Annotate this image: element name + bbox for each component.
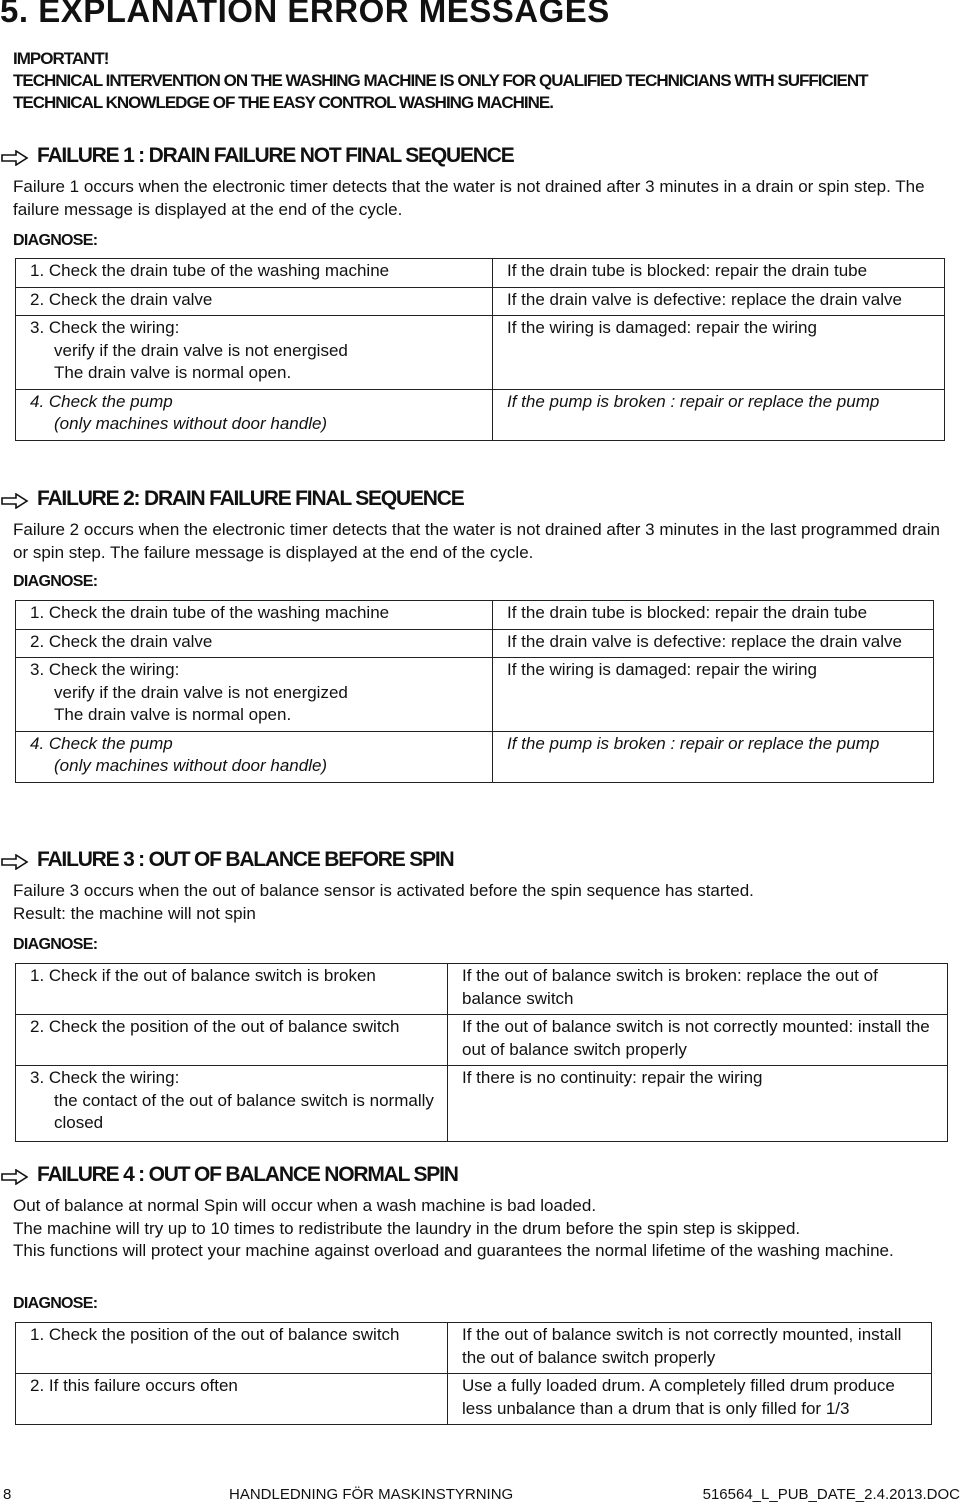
check-text: 2. If this failure occurs often xyxy=(30,1376,238,1395)
check-cell xyxy=(16,731,493,782)
check-cell xyxy=(16,259,493,288)
important-text-line-1: TECHNICAL INTERVENTION ON THE WASHING MACHINE IS ONLY FOR QUALIFIED TECHNICIANS WITH SUFFICIENT xyxy=(13,71,868,90)
failure-2-description xyxy=(0,519,960,564)
failure-2-diagnose-label: DIAGNOSE: xyxy=(13,573,98,590)
check-text: 3. Check the wiring: xyxy=(30,660,180,679)
action-text: If the drain tube is blocked: repair the drain tube xyxy=(507,603,868,622)
check-text: 1. Check if the out of balance switch is broken xyxy=(30,966,376,985)
failure-1-title: FAILURE 1 : DRAIN FAILURE NOT FINAL SEQUENCE xyxy=(37,144,514,167)
failure-4-description-text: This functions will protect your machine against overload and guarantees the normal lifetime of the washing machine. xyxy=(13,1241,894,1260)
check-text: 1. Check the drain tube of the washing machine xyxy=(30,261,390,280)
action-cell xyxy=(448,1374,932,1425)
action-text: If the pump is broken : repair or replace the pump xyxy=(507,391,880,411)
manual-title: HANDLEDNING FÖR MASKINSTYRNING xyxy=(229,1486,514,1503)
failure-4-description-text: The machine will try up to 10 times to redistribute the laundry in the drum before the spin step is skipped. xyxy=(13,1218,801,1238)
table-row xyxy=(16,316,945,390)
failure-2-description-text: Failure 2 occurs when the electronic timer detects that the water is not drained after 3 minutes in the last programmed drain or spin step. The failure message is displayed at the end of the cycle. xyxy=(13,520,940,562)
table-row xyxy=(16,1374,932,1425)
check-cell xyxy=(16,389,493,440)
table-row xyxy=(16,629,934,658)
action-text: If the out of balance switch is not correctly mounted, install the out of balance switch properly xyxy=(462,1325,902,1367)
action-text: If the out of balance switch is not correctly mounted: install the out of balance switch properly xyxy=(462,1017,930,1059)
check-text: 1. Check the position of the out of balance switch xyxy=(30,1325,400,1344)
action-text: If the drain valve is defective: replace the drain valve xyxy=(507,289,902,309)
action-text: If the drain valve is defective: replace the drain valve xyxy=(507,631,902,651)
table-row xyxy=(16,259,945,288)
check-cell xyxy=(16,1374,448,1425)
action-text: If the wiring is damaged: repair the wiring xyxy=(507,660,817,679)
failure-4-diagnose-label: DIAGNOSE: xyxy=(13,1295,98,1312)
table-row xyxy=(16,389,945,440)
check-cell xyxy=(16,601,493,630)
action-cell xyxy=(493,287,945,316)
check-text: 4. Check the pump xyxy=(30,391,173,411)
check-text: 4. Check the pump xyxy=(30,733,173,753)
failure-3-title: FAILURE 3 : OUT OF BALANCE BEFORE SPIN xyxy=(37,848,454,871)
action-cell xyxy=(493,629,934,658)
action-text: If the out of balance switch is broken: replace the out of balance switch xyxy=(462,966,878,1008)
check-cell xyxy=(16,629,493,658)
check-text: 2. Check the position of the out of balance switch xyxy=(30,1017,400,1036)
failure-3-diagnose-label: DIAGNOSE: xyxy=(13,936,98,953)
failure-4-diagnose-table xyxy=(15,1322,932,1425)
check-subtext: the contact of the out of balance switch is normally closed xyxy=(54,1090,434,1132)
failure-4-description-text: Out of balance at normal Spin will occur when a wash machine is bad loaded. xyxy=(13,1196,597,1215)
table-row xyxy=(16,1066,948,1142)
important-text-line-2: TECHNICAL KNOWLEDGE OF THE EASY CONTROL WASHING MACHINE. xyxy=(13,93,553,112)
action-text: If the wiring is damaged: repair the wiring xyxy=(507,318,817,337)
action-cell xyxy=(493,259,945,288)
action-cell xyxy=(493,316,945,390)
table-row xyxy=(16,964,948,1015)
check-text: 1. Check the drain tube of the washing machine xyxy=(30,603,390,622)
failure-3-diagnose-table xyxy=(15,963,948,1142)
action-cell xyxy=(448,1015,948,1066)
important-heading: IMPORTANT! xyxy=(13,49,109,68)
action-text: If the pump is broken : repair or replace the pump xyxy=(507,733,880,753)
action-text: Use a fully loaded drum. A completely filled drum produce less unbalance than a drum that is only filled for 1/3 xyxy=(462,1376,895,1418)
table-row xyxy=(16,601,934,630)
action-cell xyxy=(493,658,934,732)
check-subtext: The drain valve is normal open. xyxy=(54,363,292,382)
check-text: 3. Check the wiring: xyxy=(30,1068,180,1087)
action-text: If the drain tube is blocked: repair the drain tube xyxy=(507,261,868,280)
document-id: 516564_L_PUB_DATE_2.4.2013.DOC xyxy=(702,1486,960,1503)
action-cell xyxy=(448,1323,932,1374)
check-cell xyxy=(16,1015,448,1066)
arrow-right-icon xyxy=(0,854,30,870)
failure-4-title: FAILURE 4 : OUT OF BALANCE NORMAL SPIN xyxy=(37,1163,458,1186)
failure-3-description-text: Result: the machine will not spin xyxy=(13,903,256,923)
action-cell xyxy=(493,601,934,630)
check-cell xyxy=(16,287,493,316)
table-row xyxy=(16,1015,948,1066)
failure-2-diagnose-table xyxy=(15,600,934,783)
check-cell xyxy=(16,964,448,1015)
arrow-right-icon xyxy=(0,150,30,166)
check-cell xyxy=(16,658,493,732)
failure-1-diagnose-label: DIAGNOSE: xyxy=(13,232,98,249)
failure-4-description xyxy=(0,1195,960,1263)
failure-3-description-text: Failure 3 occurs when the out of balance sensor is activated before the spin sequence has started. xyxy=(13,881,754,900)
document-title: 5. EXPLANATION ERROR MESSAGES xyxy=(0,0,610,29)
failure-2-title: FAILURE 2: DRAIN FAILURE FINAL SEQUENCE xyxy=(37,487,464,510)
action-text: If there is no continuity: repair the wiring xyxy=(462,1068,763,1087)
failure-3-description xyxy=(0,880,960,925)
table-row xyxy=(16,731,934,782)
action-cell xyxy=(493,731,934,782)
table-row xyxy=(16,658,934,732)
check-text: 3. Check the wiring: xyxy=(30,318,180,337)
table-row xyxy=(16,1323,932,1374)
failure-1-diagnose-table xyxy=(15,258,945,441)
check-subtext: verify if the drain valve is not energized xyxy=(54,682,348,702)
check-text: 2. Check the drain valve xyxy=(30,631,213,651)
table-row xyxy=(16,287,945,316)
page-footer xyxy=(0,1486,960,1506)
action-cell xyxy=(448,964,948,1015)
check-cell xyxy=(16,316,493,390)
page-number: 8 xyxy=(3,1486,12,1503)
action-cell xyxy=(493,389,945,440)
check-subtext: (only machines without door handle) xyxy=(54,756,328,775)
check-subtext: (only machines without door handle) xyxy=(54,414,328,433)
check-text: 2. Check the drain valve xyxy=(30,289,213,309)
check-cell xyxy=(16,1323,448,1374)
failure-1-description-text: Failure 1 occurs when the electronic timer detects that the water is not drained after 3 minutes in a drain or spin step. The failure message is displayed at the end of the cycle. xyxy=(13,177,925,219)
check-subtext: verify if the drain valve is not energised xyxy=(54,340,348,360)
arrow-right-icon xyxy=(0,1169,30,1185)
check-subtext: The drain valve is normal open. xyxy=(54,705,292,724)
failure-1-description xyxy=(0,176,960,221)
important-notice xyxy=(13,48,953,114)
check-cell xyxy=(16,1066,448,1142)
action-cell xyxy=(448,1066,948,1142)
arrow-right-icon xyxy=(0,493,30,509)
